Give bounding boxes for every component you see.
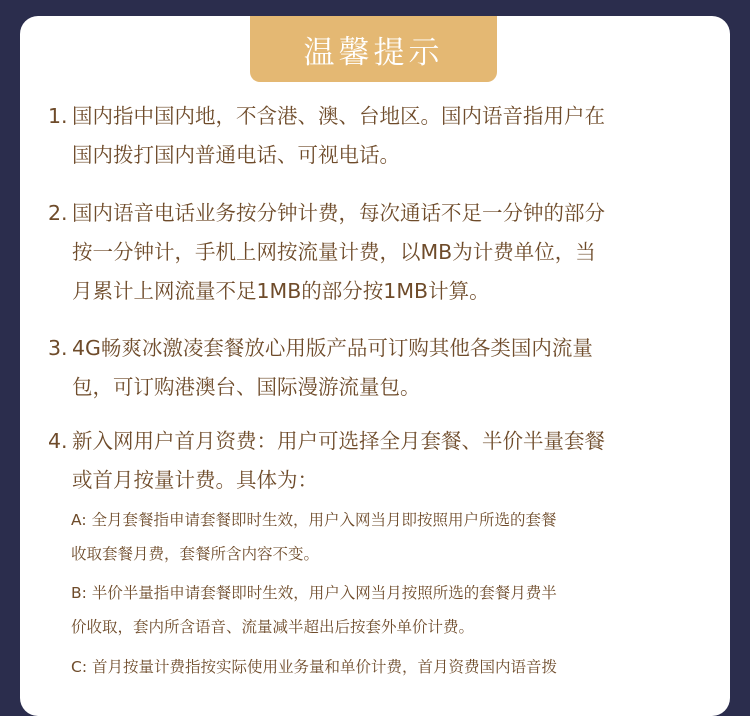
notice-item-3 bbox=[48, 329, 708, 407]
subitem-a bbox=[71, 503, 711, 571]
item-line: 或首月按量计费。具体为： bbox=[72, 468, 318, 492]
item-line: 4G畅爽冰激凌套餐放心用版产品可订购其他各类国内流量 bbox=[72, 336, 593, 360]
page-title: 温馨提示 bbox=[303, 34, 444, 71]
item-number: 3. bbox=[48, 336, 68, 360]
item-number: 1. bbox=[48, 104, 68, 128]
title-tab bbox=[250, 16, 497, 82]
notice-item-1 bbox=[48, 97, 708, 175]
subitem-b bbox=[71, 576, 711, 644]
item-line: 国内语音电话业务按分钟计费，每次通话不足一分钟的部分 bbox=[72, 201, 605, 225]
subitem-line: B: 半价半量指申请套餐即时生效，用户入网当月按照所选的套餐月费半 bbox=[71, 584, 557, 602]
subitem-line: 收取套餐月费，套餐所含内容不变。 bbox=[71, 545, 320, 563]
subitem-line: A: 全月套餐指申请套餐即时生效，用户入网当月即按照用户所选的套餐 bbox=[71, 511, 557, 529]
item-number: 2. bbox=[48, 201, 68, 225]
notice-item-4 bbox=[48, 422, 708, 500]
item-line: 国内指中国内地，不含港、澳、台地区。国内语音指用户在 bbox=[72, 104, 605, 128]
item-line: 包，可订购港澳台、国际漫游流量包。 bbox=[72, 375, 421, 399]
subitem-line: C: 首月按量计费指按实际使用业务量和单价计费，首月资费国内语音拨 bbox=[71, 658, 557, 676]
notice-item-2 bbox=[48, 194, 708, 311]
subitem-line: 价收取，套内所含语音、流量减半超出后按套外单价计费。 bbox=[71, 618, 475, 636]
item-number: 4. bbox=[48, 429, 68, 453]
item-line: 月累计上网流量不足1MB的部分按1MB计算。 bbox=[72, 279, 490, 303]
item-line: 按一分钟计，手机上网按流量计费，以MB为计费单位，当 bbox=[72, 240, 596, 264]
item-line: 新入网用户首月资费：用户可选择全月套餐、半价半量套餐 bbox=[72, 429, 605, 453]
subitem-c bbox=[71, 650, 711, 684]
item-line: 国内拨打国内普通电话、可视电话。 bbox=[72, 143, 400, 167]
